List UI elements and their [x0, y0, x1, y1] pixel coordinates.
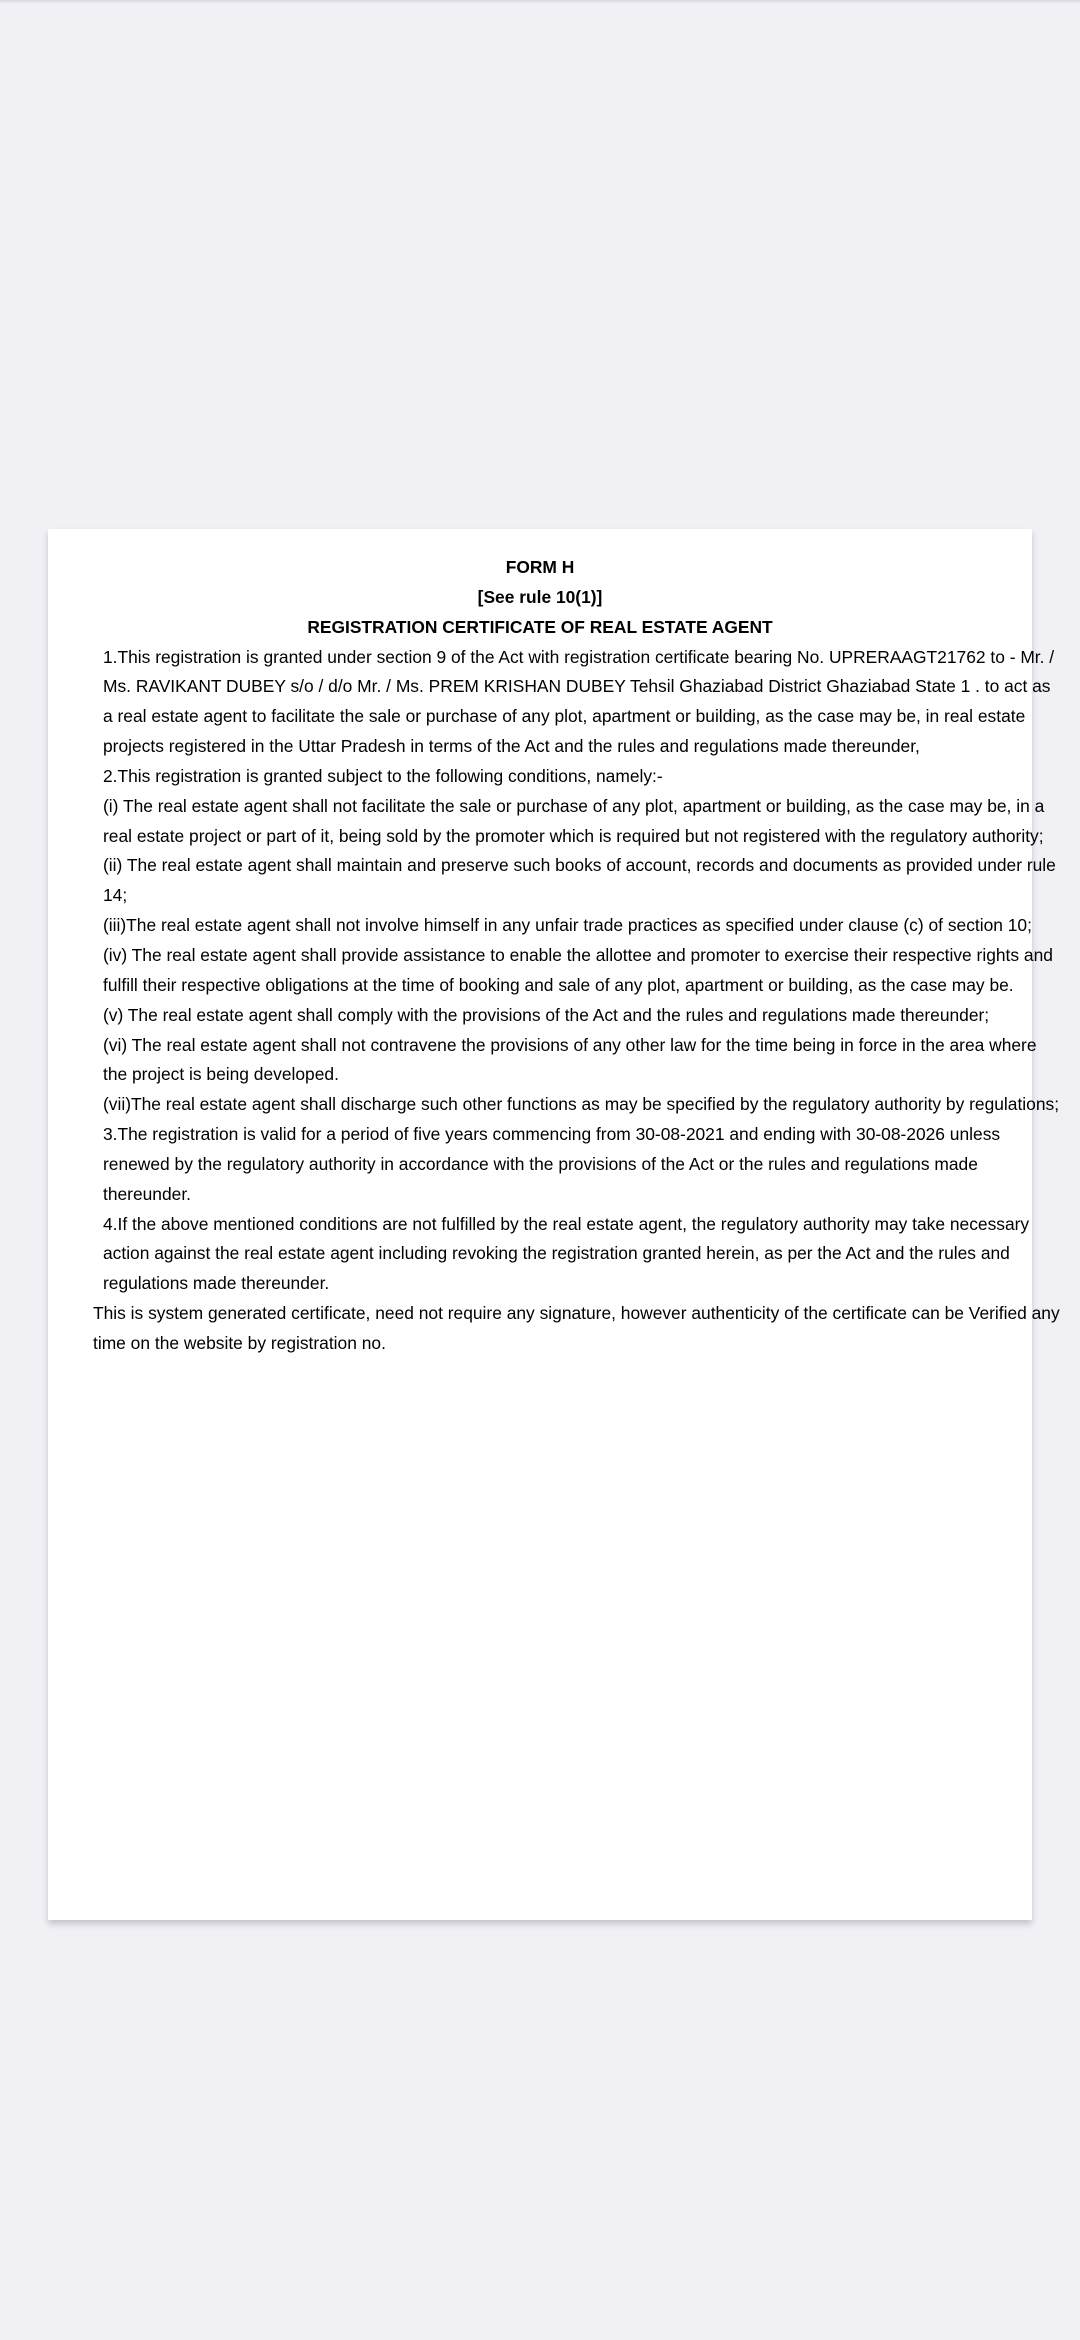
footer-line: This is system generated certificate, need not require any signature, however authenticity of the certificate can be Verified any: [93, 1303, 1060, 1324]
certificate-footer: [48, 1299, 1060, 1359]
body-line: (iii)The real estate agent shall not involve himself in any unfair trade practices as specified under clause (c) of section 10;: [103, 915, 1032, 936]
body-line: the project is being developed.: [103, 1064, 339, 1085]
body-line: projects registered in the Uttar Pradesh in terms of the Act and the rules and regulations made thereunder,: [103, 736, 920, 757]
form-title: FORM H: [505, 557, 575, 577]
certificate-content: [48, 553, 1060, 1359]
body-line: 4.If the above mentioned conditions are not fulfilled by the real estate agent, the regulatory authority may take necessary: [103, 1213, 1030, 1234]
body-line: thereunder.: [103, 1183, 191, 1204]
body-line: (v) The real estate agent shall comply with the provisions of the Act and the rules and regulations made thereunder;: [103, 1004, 990, 1025]
body-line: (vi) The real estate agent shall not contravene the provisions of any other law for the time being in force in the area where: [103, 1034, 1037, 1055]
body-line: Ms. RAVIKANT DUBEY s/o / d/o Mr. / Ms. PREM KRISHAN DUBEY Tehsil Ghaziabad District Ghaziabad State 1 . to act as: [103, 676, 1051, 697]
body-line: (iv) The real estate agent shall provide assistance to enable the allottee and promoter to exercise their respective rights and: [103, 944, 1053, 965]
body-line: fulfill their respective obligations at the time of booking and sale of any plot, apartment or building, as the case may be.: [103, 974, 1014, 995]
certificate-body: [48, 643, 1060, 1300]
top-shadow: [0, 0, 1080, 4]
footer-line: time on the website by registration no.: [93, 1332, 386, 1353]
body-line: 3.The registration is valid for a period of five years commencing from 30-08-2021 and ending with 30-08-2026 unless: [103, 1124, 1001, 1145]
rule-reference: [See rule 10(1)]: [477, 586, 603, 607]
body-line: (ii) The real estate agent shall maintain and preserve such books of account, records and documents as provided under rule: [103, 855, 1056, 876]
body-line: action against the real estate agent including revoking the registration granted herein, as per the Act and the rules and: [103, 1243, 1010, 1264]
body-line: (vii)The real estate agent shall discharge such other functions as may be specified by the regulatory authority by regulations;: [103, 1094, 1060, 1115]
body-line: 14;: [103, 885, 128, 906]
body-line: regulations made thereunder.: [103, 1273, 330, 1294]
body-line: real estate project or part of it, being sold by the promoter which is required but not registered with the regulatory authority;: [103, 825, 1044, 846]
body-line: a real estate agent to facilitate the sale or purchase of any plot, apartment or building, as the case may be, in real estate: [103, 706, 1026, 727]
document-page: [48, 529, 1060, 1920]
body-line: (i) The real estate agent shall not facilitate the sale or purchase of any plot, apartment or building, as the case may be, in a: [103, 795, 1045, 816]
body-line: 2.This registration is granted subject to the following conditions, namely:-: [103, 765, 663, 786]
body-line: 1.This registration is granted under section 9 of the Act with registration certificate bearing No. UPRERAAGT21762 to - Mr. /: [103, 646, 1055, 667]
certificate-heading: REGISTRATION CERTIFICATE OF REAL ESTATE AGENT: [307, 616, 773, 637]
body-line: renewed by the regulatory authority in accordance with the provisions of the Act or the rules and regulations made: [103, 1153, 978, 1174]
